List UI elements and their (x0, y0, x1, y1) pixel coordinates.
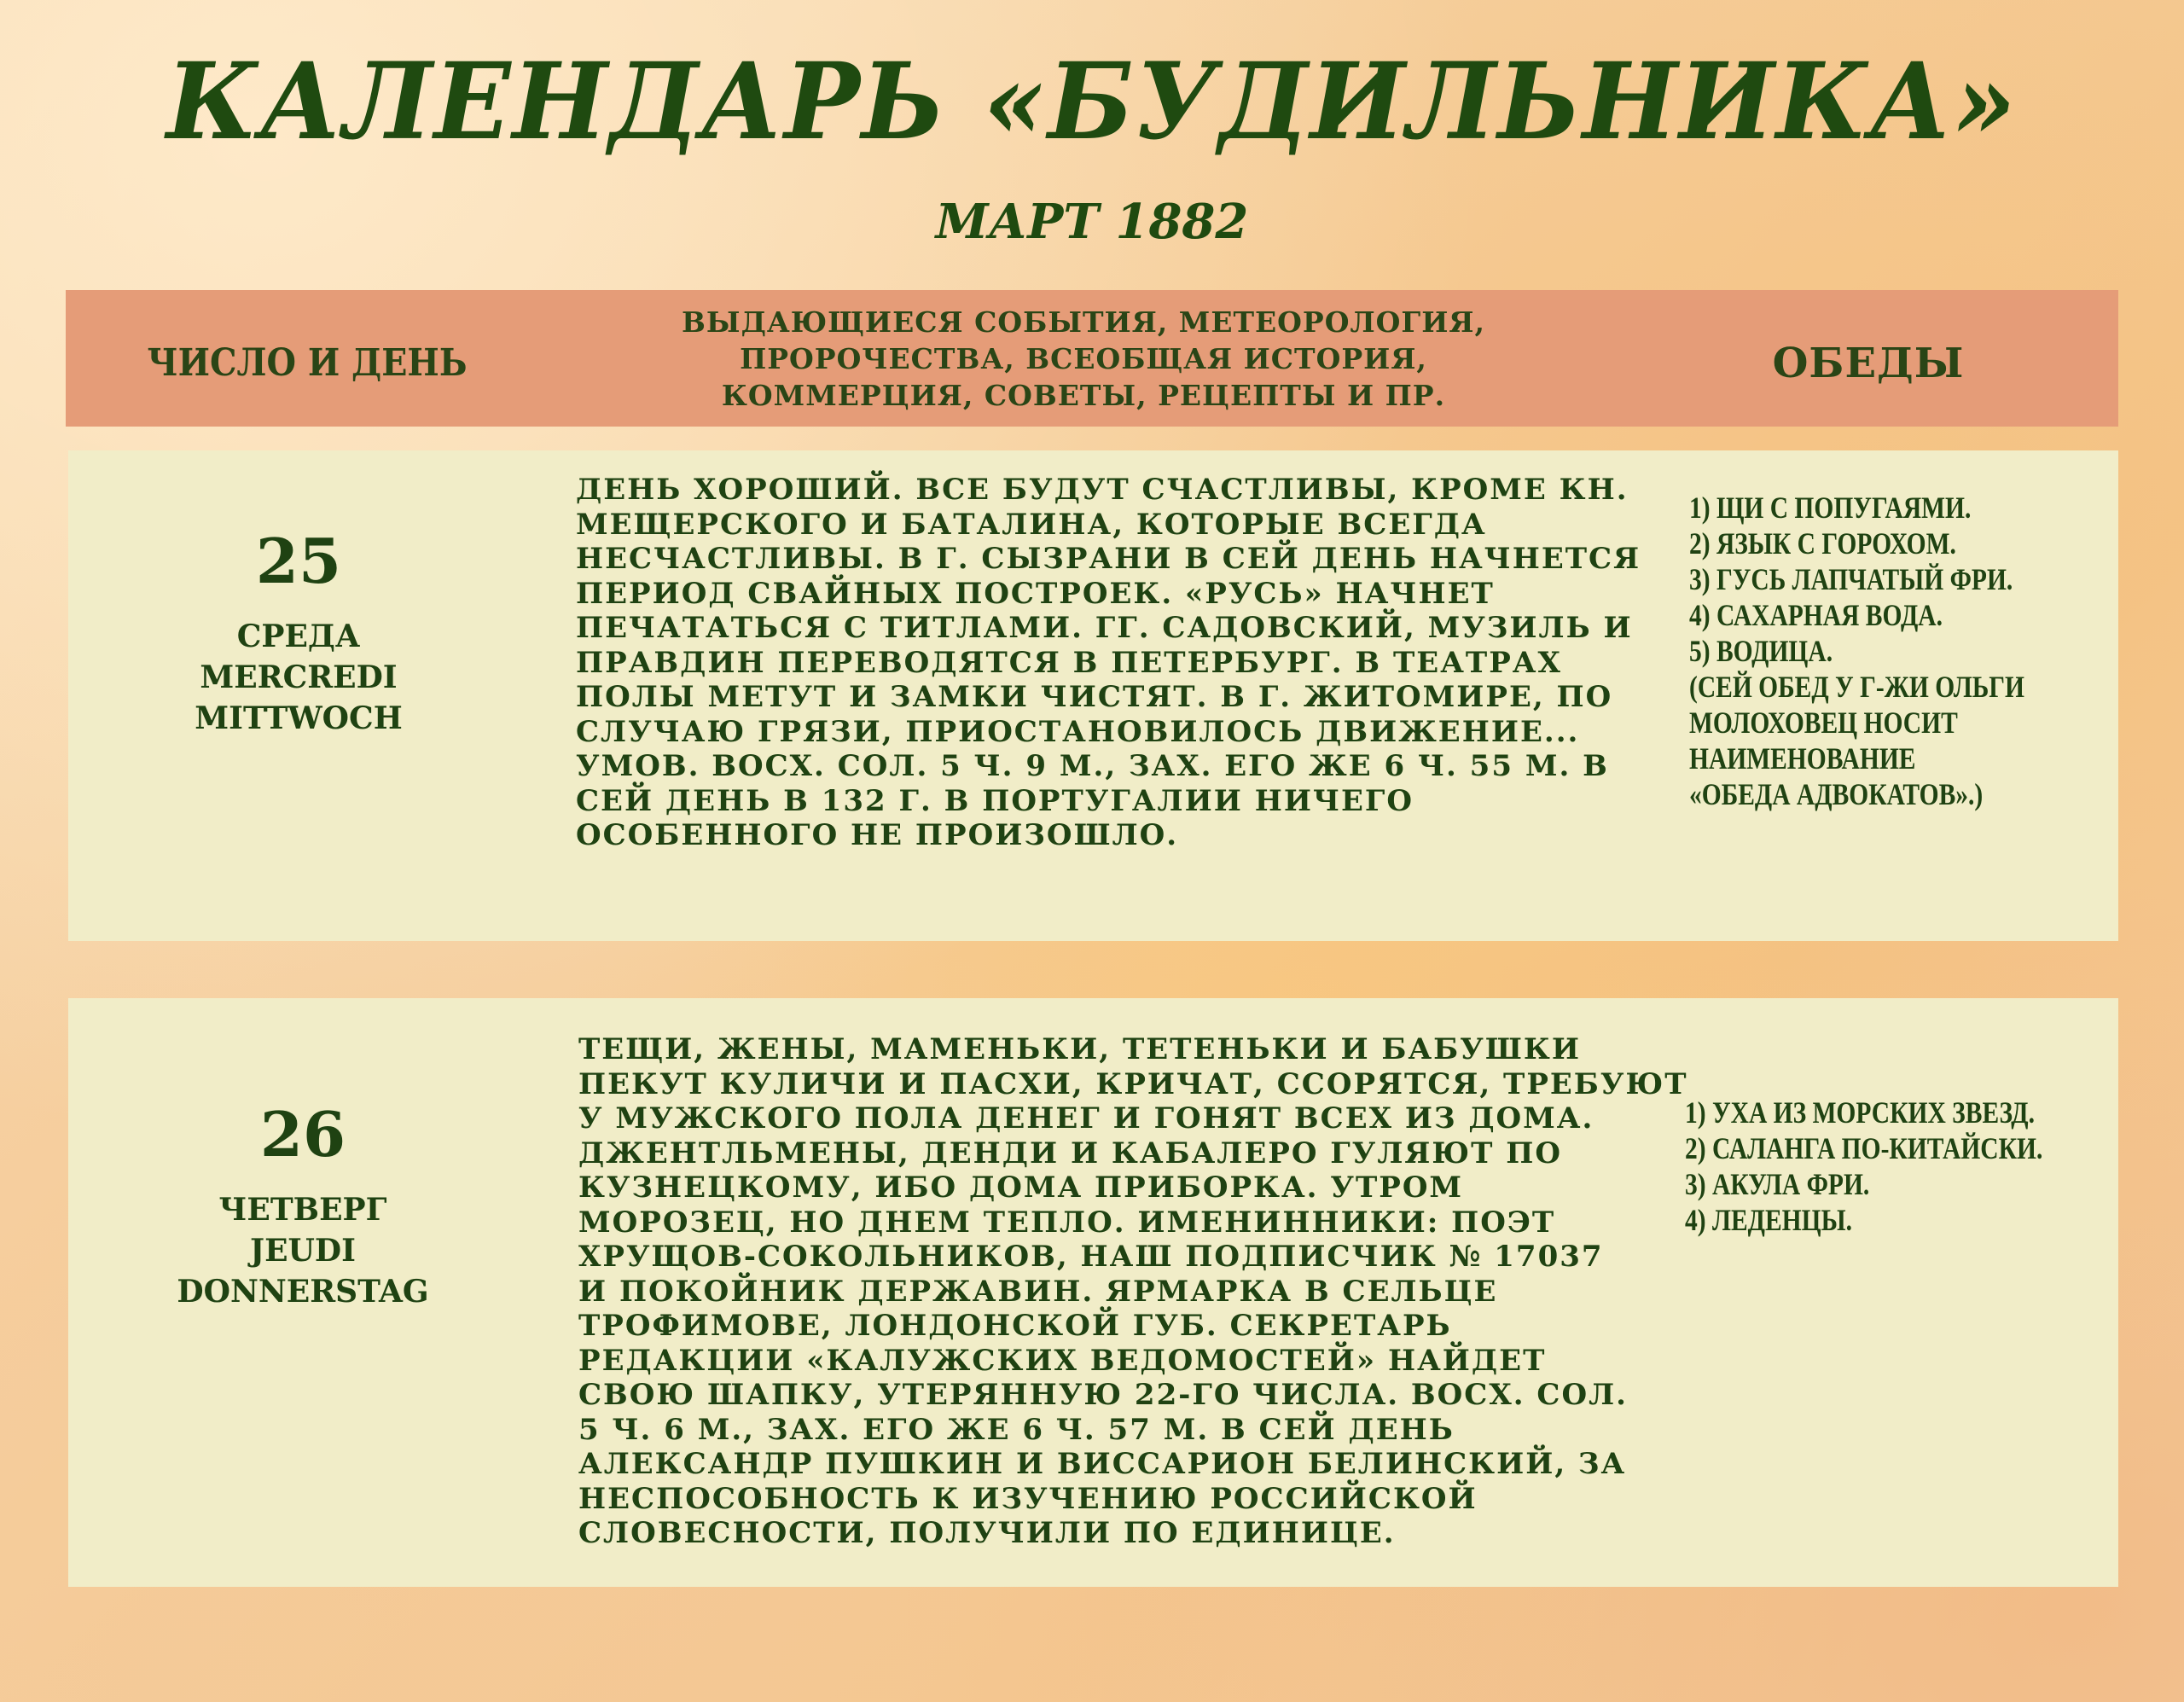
events-line: ТЕЩИ, ЖЕНЫ, МАМЕНЬКИ, ТЕТЕНЬКИ И БАБУШКИ (578, 1032, 1581, 1066)
dinner-item: 1) ЩИ С ПОПУГАЯМИ. (1689, 491, 1972, 525)
dinner-item: 4) САХАРНАЯ ВОДА. (1689, 598, 1943, 632)
dinner-item: 3) АКУЛА ФРИ. (1685, 1167, 1870, 1201)
header-events-line: ВЫДАЮЩИЕСЯ СОБЫТИЯ, МЕТЕОРОЛОГИЯ, (682, 305, 1485, 339)
events-line: ОСОБЕННОГО НЕ ПРОИЗОШЛО. (576, 818, 1179, 852)
events-line: ПОЛЫ МЕТУТ И ЗАМКИ ЧИСТЯТ. В Г. ЖИТОМИРЕ, ПО (576, 680, 1613, 714)
day-name-fr: MERCREDI (200, 659, 398, 695)
header-day-column: ЧИСЛО И ДЕНЬ (147, 341, 468, 385)
dinner-item: 1) УХА ИЗ МОРСКИХ ЗВЕЗД. (1685, 1095, 2035, 1130)
dinner-note-line: МОЛОХОВЕЦ НОСИТ (1689, 706, 1958, 740)
events-line: ТРОФИМОВЕ, ЛОНДОНСКОЙ ГУБ. СЕКРЕТАРЬ (578, 1309, 1452, 1343)
dinners-list-25 (1689, 490, 2024, 812)
events-line: ПЕРИОД СВАЙНЫХ ПОСТРОЕК. «РУСЬ» НАЧНЕТ (576, 576, 1495, 611)
events-line: МЕЩЕРСКОГО И БАТАЛИНА, КОТОРЫЕ ВСЕГДА (576, 507, 1487, 542)
dinner-item: 3) ГУСЬ ЛАПЧАТЫЙ ФРИ. (1689, 562, 2013, 596)
events-line: СЛУЧАЮ ГРЯЗИ, ПРИОСТАНОВИЛОСЬ ДВИЖЕНИЕ... (576, 714, 1580, 749)
events-line: ДЕНЬ ХОРОШИЙ. ВСЕ БУДУТ СЧАСТЛИВЫ, КРОМЕ КН. (576, 473, 1629, 507)
page-title: КАЛЕНДАРЬ «БУДИЛЬНИКА» (166, 38, 2018, 164)
dinner-note-line: «ОБЕДА АДВОКАТОВ».) (1689, 777, 1984, 811)
events-line: РЕДАКЦИИ «КАЛУЖСКИХ ВЕДОМОСТЕЙ» НАЙДЕТ (578, 1343, 1547, 1378)
events-line: ХРУЩОВ-СОКОЛЬНИКОВ, НАШ ПОДПИСЧИК № 17037 (578, 1240, 1604, 1274)
day-block-25 (128, 525, 469, 739)
dinner-note-line: (СЕЙ ОБЕД У Г-ЖИ ОЛЬГИ (1689, 670, 2024, 704)
events-line: ПЕЧАТАТЬСЯ С ТИТЛАМИ. ГГ. САДОВСКИЙ, МУЗИЛЬ И (576, 611, 1633, 645)
header-events-column (657, 304, 1510, 414)
dinner-item: 5) ВОДИЦА. (1689, 634, 1833, 668)
events-text-26 (578, 1032, 1688, 1551)
events-line: НЕСЧАСТЛИВЫ. В Г. СЫЗРАНИ В СЕЙ ДЕНЬ НАЧНЕТСЯ (576, 542, 1641, 576)
day-name-ru: СРЕДА (236, 619, 361, 654)
events-line: У МУЖСКОГО ПОЛА ДЕНЕГ И ГОНЯТ ВСЕХ ИЗ ДОМА. (578, 1101, 1594, 1136)
day-name-ru: ЧЕТВЕРГ (218, 1192, 387, 1228)
dinner-item: 2) ЯЗЫК С ГОРОХОМ. (1689, 526, 1956, 561)
events-line: 5 Ч. 6 М., ЗАХ. ЕГО ЖЕ 6 Ч. 57 М. В СЕЙ ДЕНЬ (578, 1412, 1455, 1447)
day-block-26 (132, 1098, 473, 1312)
events-line: СЕЙ ДЕНЬ В 132 Г. В ПОРТУГАЛИИ НИЧЕГО (576, 783, 1414, 818)
dinner-item: 4) ЛЕДЕНЦЫ. (1685, 1203, 1852, 1237)
day-number: 26 (259, 1098, 346, 1170)
events-line: ПРАВДИН ПЕРЕВОДЯТСЯ В ПЕТЕРБУРГ. В ТЕАТРАХ (576, 645, 1562, 680)
dinners-list-26 (1685, 1095, 2042, 1238)
day-name-de: MITTWOCH (195, 700, 403, 736)
events-line: СВОЮ ШАПКУ, УТЕРЯННУЮ 22-ГО ЧИСЛА. ВОСХ. СОЛ. (578, 1378, 1628, 1412)
events-line: И ПОКОЙНИК ДЕРЖАВИН. ЯРМАРКА В СЕЛЬЦЕ (578, 1274, 1498, 1309)
dinner-item: 2) САЛАНГА ПО-КИТАЙСКИ. (1685, 1131, 2043, 1165)
events-text-25 (576, 473, 1641, 853)
events-line: АЛЕКСАНДР ПУШКИН И ВИССАРИОН БЕЛИНСКИЙ, ЗА (578, 1447, 1627, 1481)
dinner-note-line: НАИМЕНОВАНИЕ (1689, 741, 1916, 775)
day-name-de: DONNERSTAG (177, 1274, 429, 1310)
events-line: ПЕКУТ КУЛИЧИ И ПАСХИ, КРИЧАТ, ССОРЯТСЯ, ТРЕБУЮТ (578, 1066, 1688, 1101)
header-events-line: ПРОРОЧЕСТВА, ВСЕОБЩАЯ ИСТОРИЯ, (740, 342, 1427, 375)
header-events-line: КОММЕРЦИЯ, СОВЕТЫ, РЕЦЕПТЫ И ПР. (721, 379, 1446, 412)
events-line: МОРОЗЕЦ, НО ДНЕМ ТЕПЛО. ИМЕНИННИКИ: ПОЭТ (578, 1205, 1556, 1240)
day-number: 25 (255, 525, 342, 597)
events-line: СЛОВЕСНОСТИ, ПОЛУЧИЛИ ПО ЕДИНИЦЕ. (578, 1516, 1396, 1550)
page-subtitle: МАРТ 1882 (935, 194, 1249, 250)
events-line: ДЖЕНТЛЬМЕНЫ, ДЕНДИ И КАБАЛЕРО ГУЛЯЮТ ПО (578, 1136, 1563, 1170)
events-line: УМОВ. ВОСХ. СОЛ. 5 Ч. 9 М., ЗАХ. ЕГО ЖЕ 6 Ч. 55 М. В (576, 749, 1609, 783)
events-line: НЕСПОСОБНОСТЬ К ИЗУЧЕНИЮ РОССИЙСКОЙ (578, 1481, 1478, 1516)
events-line: КУЗНЕЦКОМУ, ИБО ДОМА ПРИБОРКА. УТРОМ (578, 1170, 1464, 1205)
header-dinners-column: ОБЕДЫ (1772, 340, 1965, 387)
day-name-fr: JEUDI (250, 1233, 356, 1269)
